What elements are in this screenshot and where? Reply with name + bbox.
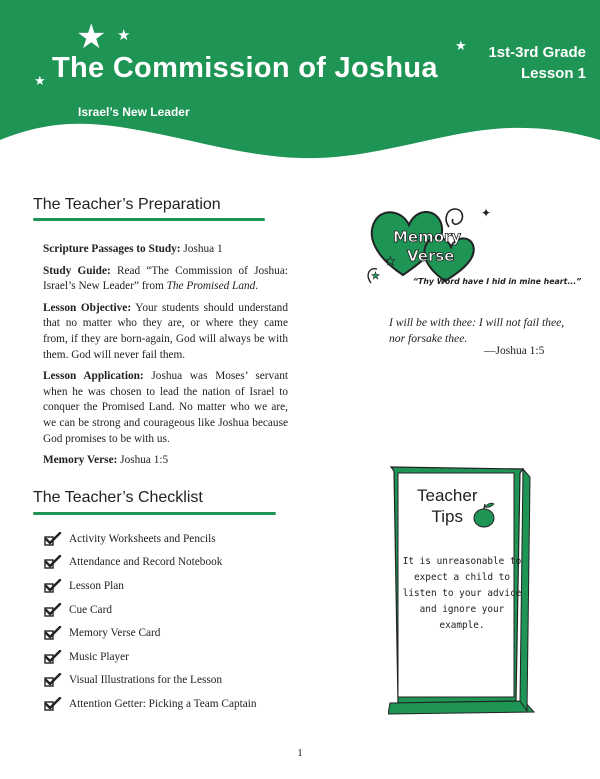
memory-verse-text: I will be with thee: I will not fail thee, nor forsake thee. [389,316,565,345]
checklist-item: Activity Worksheets and Pencils [44,527,257,551]
study-guide: Study Guide: Read “The Commission of Joshua: Israel’s New Leader” from The Promised Land. [43,264,288,293]
checkmark-box-icon [44,626,62,640]
checkmark-box-icon [44,697,62,711]
checklist-item: Attention Getter: Picking a Team Captain [44,692,257,716]
lesson-number: Lesson 1 [520,65,586,82]
star-icon: ★ [385,254,396,268]
preparation-heading: The Teacher’s Preparation [33,196,221,213]
checkmark-box-icon [44,532,62,546]
memory-verse-citation: —Joshua 1:5 [484,345,545,357]
checkmark-box-icon [44,579,62,593]
checklist-item: Lesson Plan [44,574,257,598]
preparation-heading-rule [33,218,265,221]
checkmark-box-icon [44,673,62,687]
star-icon: ★ [455,39,467,54]
lesson-title: The Commission of Joshua [52,52,438,84]
teacher-tips-title: Teacher Tips [417,486,478,526]
checklist-item: Attendance and Record Notebook [44,551,257,575]
lesson-objective: Lesson Objective: Your students should understand that no matter who they are, or where they came from, if they are born-again, God will always be with them. God will never fail them. [43,301,288,361]
checklist-item: Visual Illustrations for the Lesson [44,669,257,693]
star-icon: ★ [117,26,131,44]
checkmark-box-icon [44,555,62,569]
star-icon: ★ [76,17,107,57]
memory-verse-reference: Memory Verse: Joshua 1:5 [43,454,169,467]
checkmark-box-icon [44,603,62,617]
memory-verse-tagline: “Thy Word have I hid in mine heart...” [413,277,582,286]
memory-logo-word1: Memory [393,228,462,246]
checklist [44,527,257,716]
preparation-body [43,242,288,475]
checklist-item: Memory Verse Card [44,621,257,645]
memory-logo-word2: Verse [407,247,455,265]
grade-label: 1st-3rd Grade [488,44,586,61]
star-icon: ★ [34,74,46,89]
sparkle-icon: ✦ [481,206,492,220]
scripture-passages: Scripture Passages to Study: Joshua 1 [43,243,223,255]
checklist-item: Music Player [44,645,257,669]
checklist-item: Cue Card [44,598,257,622]
checkmark-box-icon [44,650,62,664]
checklist-heading-rule [33,512,276,515]
grade-lesson-label [488,42,586,84]
star-icon: ★ [371,271,380,282]
checklist-heading: The Teacher’s Checklist [33,489,203,506]
lesson-application: Lesson Application: Joshua was Moses’ servant when he was chosen to lead the nation of Israel to conquer the Promised Land. No matter who we are, we can be strong and courageous like Joshua because God promises to be with us. [43,370,288,445]
lesson-subtitle: Israel’s New Leader [78,105,190,119]
teacher-tips-text: It is unreasonable to expect a child to listen to your advice and ignore your example. [402,556,522,631]
page-number: 1 [297,747,303,759]
